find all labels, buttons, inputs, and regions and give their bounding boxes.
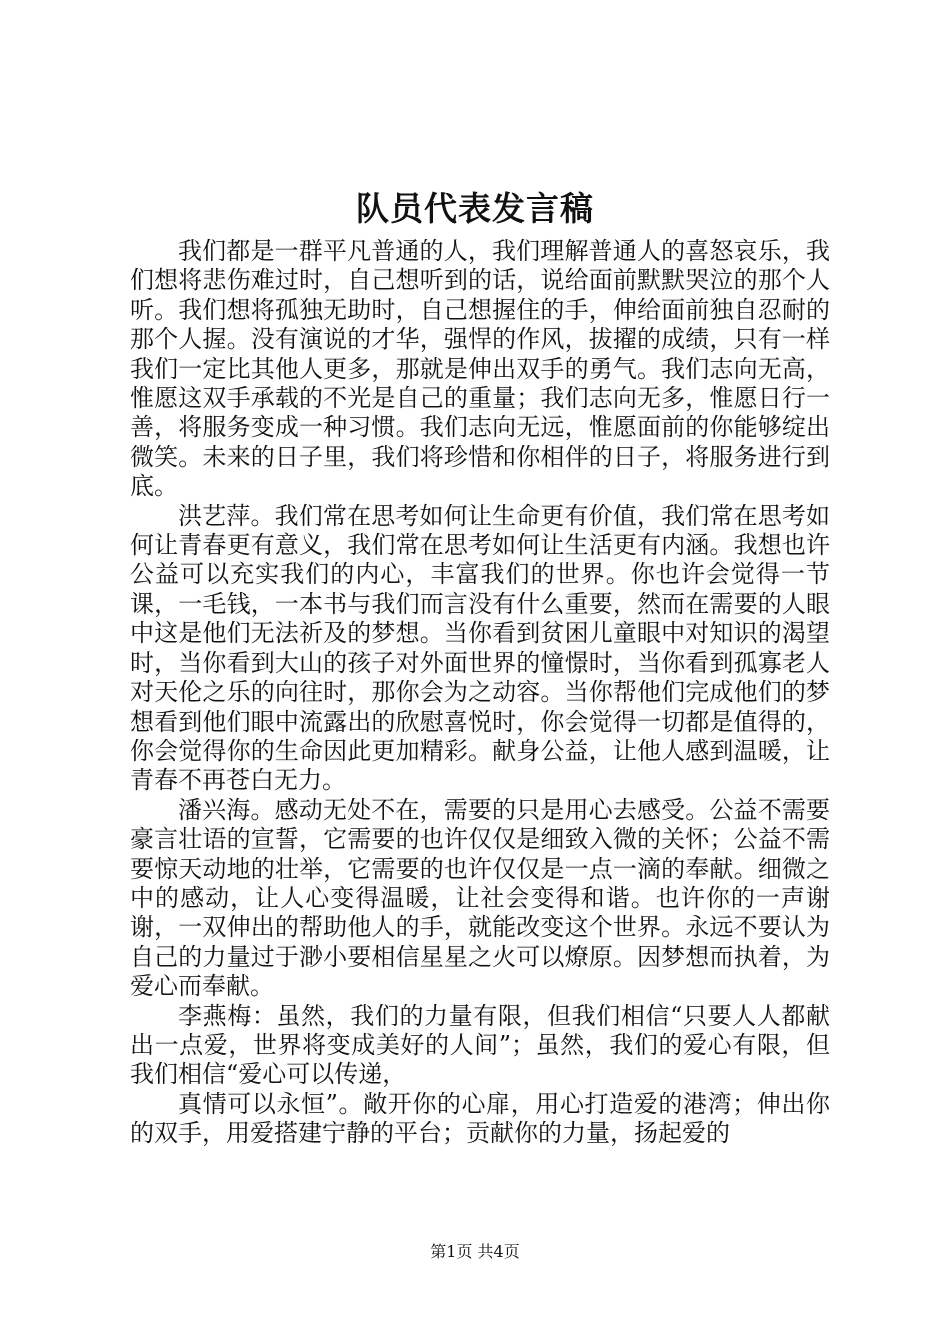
paragraph-1: 我们都是一群平凡普通的人，我们理解普通人的喜怒哀乐，我们想将悲伤难过时，自己想听到的话，说给面前默默哭泣的那个人听。我们想将孤独无助时，自己想握住的手，伸给面前独自忍耐的那个人握。没有演说的才华，强悍的作风，拔擢的成绩，只有一样我们一定比其他人更多，那就是伸出双手的勇气。我们志向无高，惟愿这双手承载的不光是自己的重量；我们志向无多，惟愿日行一善，将服务变成一种习惯。我们志向无远，惟愿面前的你能够绽出微笑。未来的日子里，我们将珍惜和你相伴的日子，将服务进行到底。 [130,237,830,501]
page-footer: 第1页 共4页 [430,1242,520,1261]
document-body [130,237,830,1149]
paragraph-3: 潘兴海。感动无处不在，需要的只是用心去感受。公益不需要豪言壮语的宣誓，它需要的也许仅仅是细致入微的关怀；公益不需要惊天动地的壮举，它需要的也许仅仅是一点一滴的奉献。细微之中的感动，让人心变得温暖，让社会变得和谐。也许你的一声谢谢，一双伸出的帮助他人的手，就能改变这个世界。永远不要认为自己的力量过于渺小要相信星星之火可以燎原。因梦想而执着，为爱心而奉献。 [130,795,830,1001]
paragraph-5: 真情可以永恒”。敞开你的心扉，用心打造爱的港湾；伸出你的双手，用爱搭建宁静的平台；贡献你的力量，扬起爱的 [130,1089,830,1148]
paragraph-2: 洪艺萍。我们常在思考如何让生命更有价值，我们常在思考如何让青春更有意义，我们常在思考如何让生活更有内涵。我想也许公益可以充实我们的内心，丰富我们的世界。你也许会觉得一节课，一毛钱，一本书与我们而言没有什么重要，然而在需要的人眼中这是他们无法祈及的梦想。当你看到贫困儿童眼中对知识的渴望时，当你看到大山的孩子对外面世界的憧憬时，当你看到孤寡老人对天伦之乐的向往时，那你会为之动容。当你帮他们完成他们的梦想看到他们眼中流露出的欣慰喜悦时，你会觉得一切都是值得的，你会觉得你的生命因此更加精彩。献身公益，让他人感到温暖，让青春不再苍白无力。 [130,501,830,795]
document-title: 队员代表发言稿 [356,189,594,228]
paragraph-4: 李燕梅：虽然，我们的力量有限，但我们相信“只要人人都献出一点爱，世界将变成美好的人间”；虽然，我们的爱心有限，但我们相信“爱心可以传递， [130,1001,830,1089]
